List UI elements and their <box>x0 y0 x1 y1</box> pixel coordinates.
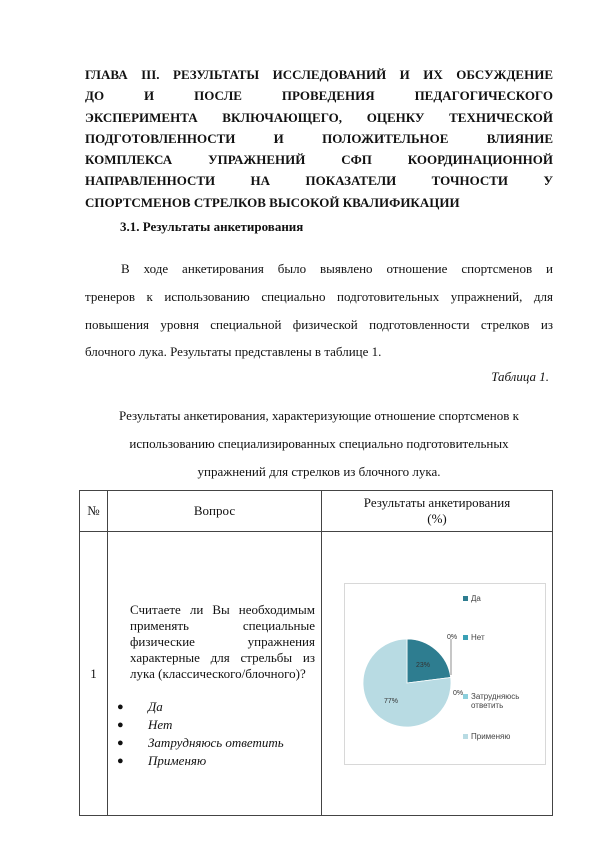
question-text: Считаете ли Вы необходимым применять специальные физические упражнения характерные для стрельбы из лука (классического/блочного)? <box>130 602 315 681</box>
pie-data-label: 23% <box>415 661 431 669</box>
legend-label: Затрудняюсь ответить <box>471 691 520 710</box>
bullet-icon: ● <box>117 719 124 731</box>
legend-swatch <box>463 694 468 699</box>
table-header-row <box>80 491 553 532</box>
header-num: № <box>80 491 108 532</box>
caption-line: Результаты анкетирования, характеризующие отношение спортсменов к <box>119 408 519 423</box>
paragraph-line: блочного лука. Результаты представлены в таблице 1. <box>85 344 382 360</box>
answer-options-list <box>108 698 315 770</box>
bullet-icon: ● <box>117 701 124 713</box>
heading-line: НАПРАВЛЕННОСТИ НА ПОКАЗАТЕЛИ ТОЧНОСТИ У <box>85 173 553 189</box>
results-table <box>79 490 553 816</box>
table-row <box>80 532 553 816</box>
header-results-line2: (%) <box>427 511 447 526</box>
table-caption <box>85 402 553 486</box>
section-subheading: 3.1. Результаты анкетирования <box>120 219 304 234</box>
header-results <box>322 491 553 532</box>
question-cell <box>108 532 322 816</box>
option-label: Да <box>148 699 163 714</box>
legend-item <box>463 594 481 603</box>
caption-line: использованию специализированных специально подготовительных <box>129 436 509 451</box>
heading-line: КОМПЛЕКСА УПРАЖНЕНИЙ СФП КООРДИНАЦИОННОЙ <box>85 152 553 168</box>
chart-cell <box>322 532 553 816</box>
legend-item <box>463 732 510 741</box>
option-label: Применяю <box>148 753 207 768</box>
list-item <box>108 716 315 734</box>
legend-swatch <box>463 635 468 640</box>
legend-label: Применяю <box>471 731 511 741</box>
heading-line: ПОДГОТОВЛЕННОСТИ И ПОЛОЖИТЕЛЬНОЕ ВЛИЯНИЕ <box>85 130 553 146</box>
paragraph-line: тренеров к использованию специально подготовительных упражнений, для <box>85 288 553 304</box>
heading-line: СПОРТСМЕНОВ СТРЕЛКОВ ВЫСОКОЙ КВАЛИФИКАЦИИ <box>85 194 460 210</box>
list-item <box>108 698 315 716</box>
table-label: Таблица 1. <box>491 369 549 384</box>
legend-label: Да <box>471 593 481 603</box>
legend-item <box>463 633 485 642</box>
pie-data-label: 77% <box>383 697 399 705</box>
option-label: Нет <box>148 717 173 732</box>
chapter-heading <box>85 64 553 213</box>
pie-data-label: 0% <box>447 633 458 641</box>
paragraph-line: повышения уровня специальной физической подготовленности стрелков из <box>85 316 553 332</box>
pie-chart <box>345 584 545 764</box>
paragraph-line: В ходе анкетирования было выявлено отношение спортсменов и <box>121 261 553 276</box>
heading-line: ДО И ПОСЛЕ ПРОВЕДЕНИЯ ПЕДАГОГИЧЕСКОГО <box>85 88 553 104</box>
pie-chart-frame <box>344 583 546 765</box>
caption-line: упражнений для стрелков из блочного лука. <box>197 464 441 479</box>
header-question: Вопрос <box>108 491 322 532</box>
list-item <box>108 752 315 770</box>
body-paragraph <box>85 255 553 366</box>
pie-data-label: 0% <box>453 689 464 697</box>
legend-swatch <box>463 596 468 601</box>
legend-label: Нет <box>471 632 485 642</box>
option-label: Затрудняюсь ответить <box>148 735 284 750</box>
bullet-icon: ● <box>117 737 124 749</box>
bullet-icon: ● <box>117 755 124 767</box>
heading-line: ГЛАВА III. РЕЗУЛЬТАТЫ ИССЛЕДОВАНИЙ И ИХ ОБСУЖДЕНИЕ <box>85 67 553 82</box>
legend-swatch <box>463 734 468 739</box>
legend-item <box>463 692 553 710</box>
row-number: 1 <box>80 532 108 816</box>
header-results-line1: Результаты анкетирования <box>363 495 511 510</box>
list-item <box>108 734 315 752</box>
heading-line: ЭКСПЕРИМЕНТА ВКЛЮЧАЮЩЕГО, ОЦЕНКУ ТЕХНИЧЕСКОЙ <box>85 109 553 125</box>
